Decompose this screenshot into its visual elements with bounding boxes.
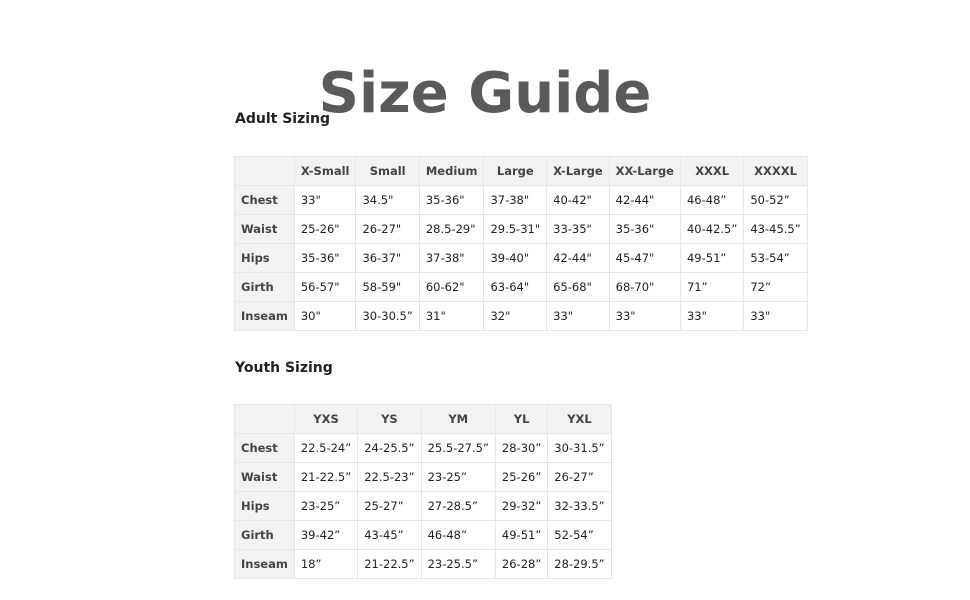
row-label: Chest [235, 434, 295, 463]
size-cell: 18” [294, 550, 357, 579]
size-cell: 29.5-31" [484, 215, 547, 244]
size-cell: 37-38" [484, 186, 547, 215]
size-cell: 24-25.5” [358, 434, 421, 463]
size-cell: 23-25.5” [421, 550, 495, 579]
corner-cell [235, 157, 295, 186]
row-label: Inseam [235, 302, 295, 331]
size-cell: 33" [547, 302, 610, 331]
size-cell: 22.5-24” [294, 434, 357, 463]
size-cell: 39-42” [294, 521, 357, 550]
size-cell: 72” [744, 273, 807, 302]
header-row [235, 157, 808, 186]
size-cell: 50-52” [744, 186, 807, 215]
size-cell: 26-28” [495, 550, 547, 579]
size-cell: 25-26" [294, 215, 356, 244]
size-cell: 60-62" [419, 273, 484, 302]
youth-sizing-heading: Youth Sizing [235, 360, 333, 376]
size-cell: 32-33.5” [548, 492, 611, 521]
column-header: YM [421, 405, 495, 434]
size-cell: 40-42.5” [680, 215, 743, 244]
size-cell: 28.5-29" [419, 215, 484, 244]
size-cell: 35-36" [609, 215, 680, 244]
column-header: XX-Large [609, 157, 680, 186]
size-cell: 30" [294, 302, 356, 331]
size-cell: 36-37" [356, 244, 419, 273]
row-label: Inseam [235, 550, 295, 579]
column-header: X-Small [294, 157, 356, 186]
size-cell: 63-64" [484, 273, 547, 302]
row-label: Hips [235, 244, 295, 273]
column-header: YL [495, 405, 547, 434]
size-cell: 35-36" [419, 186, 484, 215]
row-label: Waist [235, 215, 295, 244]
size-cell: 37-38" [419, 244, 484, 273]
size-cell: 21-22.5” [294, 463, 357, 492]
table-row [235, 550, 612, 579]
size-cell: 71” [680, 273, 743, 302]
table-row [235, 492, 612, 521]
page-title: Size Guide [318, 60, 652, 126]
size-cell: 46-48” [421, 521, 495, 550]
size-cell: 26-27” [548, 463, 611, 492]
size-cell: 27-28.5” [421, 492, 495, 521]
size-cell: 40-42" [547, 186, 610, 215]
size-cell: 39-40" [484, 244, 547, 273]
size-cell: 53-54” [744, 244, 807, 273]
size-cell: 26-27" [356, 215, 419, 244]
table-row [235, 215, 808, 244]
size-cell: 32" [484, 302, 547, 331]
column-header: Large [484, 157, 547, 186]
column-header: Small [356, 157, 419, 186]
size-cell: 42-44" [609, 186, 680, 215]
size-cell: 33-35" [547, 215, 610, 244]
size-cell: 28-29.5” [548, 550, 611, 579]
size-cell: 45-47" [609, 244, 680, 273]
table-row [235, 273, 808, 302]
column-header: XXXL [680, 157, 743, 186]
size-cell: 49-51” [495, 521, 547, 550]
size-cell: 43-45.5” [744, 215, 807, 244]
column-header: YXL [548, 405, 611, 434]
column-header: XXXXL [744, 157, 807, 186]
size-cell: 28-30” [495, 434, 547, 463]
column-header: X-Large [547, 157, 610, 186]
size-cell: 31" [419, 302, 484, 331]
row-label: Waist [235, 463, 295, 492]
size-cell: 34.5" [356, 186, 419, 215]
size-cell: 33" [680, 302, 743, 331]
size-cell: 35-36" [294, 244, 356, 273]
size-cell: 33" [609, 302, 680, 331]
row-label: Girth [235, 521, 295, 550]
size-cell: 30-31.5” [548, 434, 611, 463]
table-row [235, 521, 612, 550]
row-label: Chest [235, 186, 295, 215]
size-cell: 68-70" [609, 273, 680, 302]
size-cell: 22.5-23” [358, 463, 421, 492]
column-header: YXS [294, 405, 357, 434]
column-header: Medium [419, 157, 484, 186]
size-cell: 43-45” [358, 521, 421, 550]
size-cell: 23-25” [294, 492, 357, 521]
corner-cell [235, 405, 295, 434]
header-row [235, 405, 612, 434]
size-cell: 33" [294, 186, 356, 215]
size-cell: 33" [744, 302, 807, 331]
table-row [235, 302, 808, 331]
row-label: Girth [235, 273, 295, 302]
youth-size-table [234, 404, 612, 579]
table-row [235, 186, 808, 215]
size-cell: 23-25” [421, 463, 495, 492]
size-cell: 25-27” [358, 492, 421, 521]
table-row [235, 463, 612, 492]
adult-sizing-heading: Adult Sizing [235, 111, 331, 127]
size-cell: 58-59" [356, 273, 419, 302]
size-cell: 49-51” [680, 244, 743, 273]
size-cell: 29-32” [495, 492, 547, 521]
size-cell: 25.5-27.5” [421, 434, 495, 463]
size-cell: 52-54” [548, 521, 611, 550]
table-row [235, 434, 612, 463]
adult-size-table [234, 156, 808, 331]
row-label: Hips [235, 492, 295, 521]
size-cell: 25-26” [495, 463, 547, 492]
column-header: YS [358, 405, 421, 434]
size-cell: 65-68" [547, 273, 610, 302]
table-row [235, 244, 808, 273]
size-cell: 56-57" [294, 273, 356, 302]
size-cell: 46-48” [680, 186, 743, 215]
size-cell: 42-44" [547, 244, 610, 273]
size-cell: 21-22.5” [358, 550, 421, 579]
size-cell: 30-30.5” [356, 302, 419, 331]
